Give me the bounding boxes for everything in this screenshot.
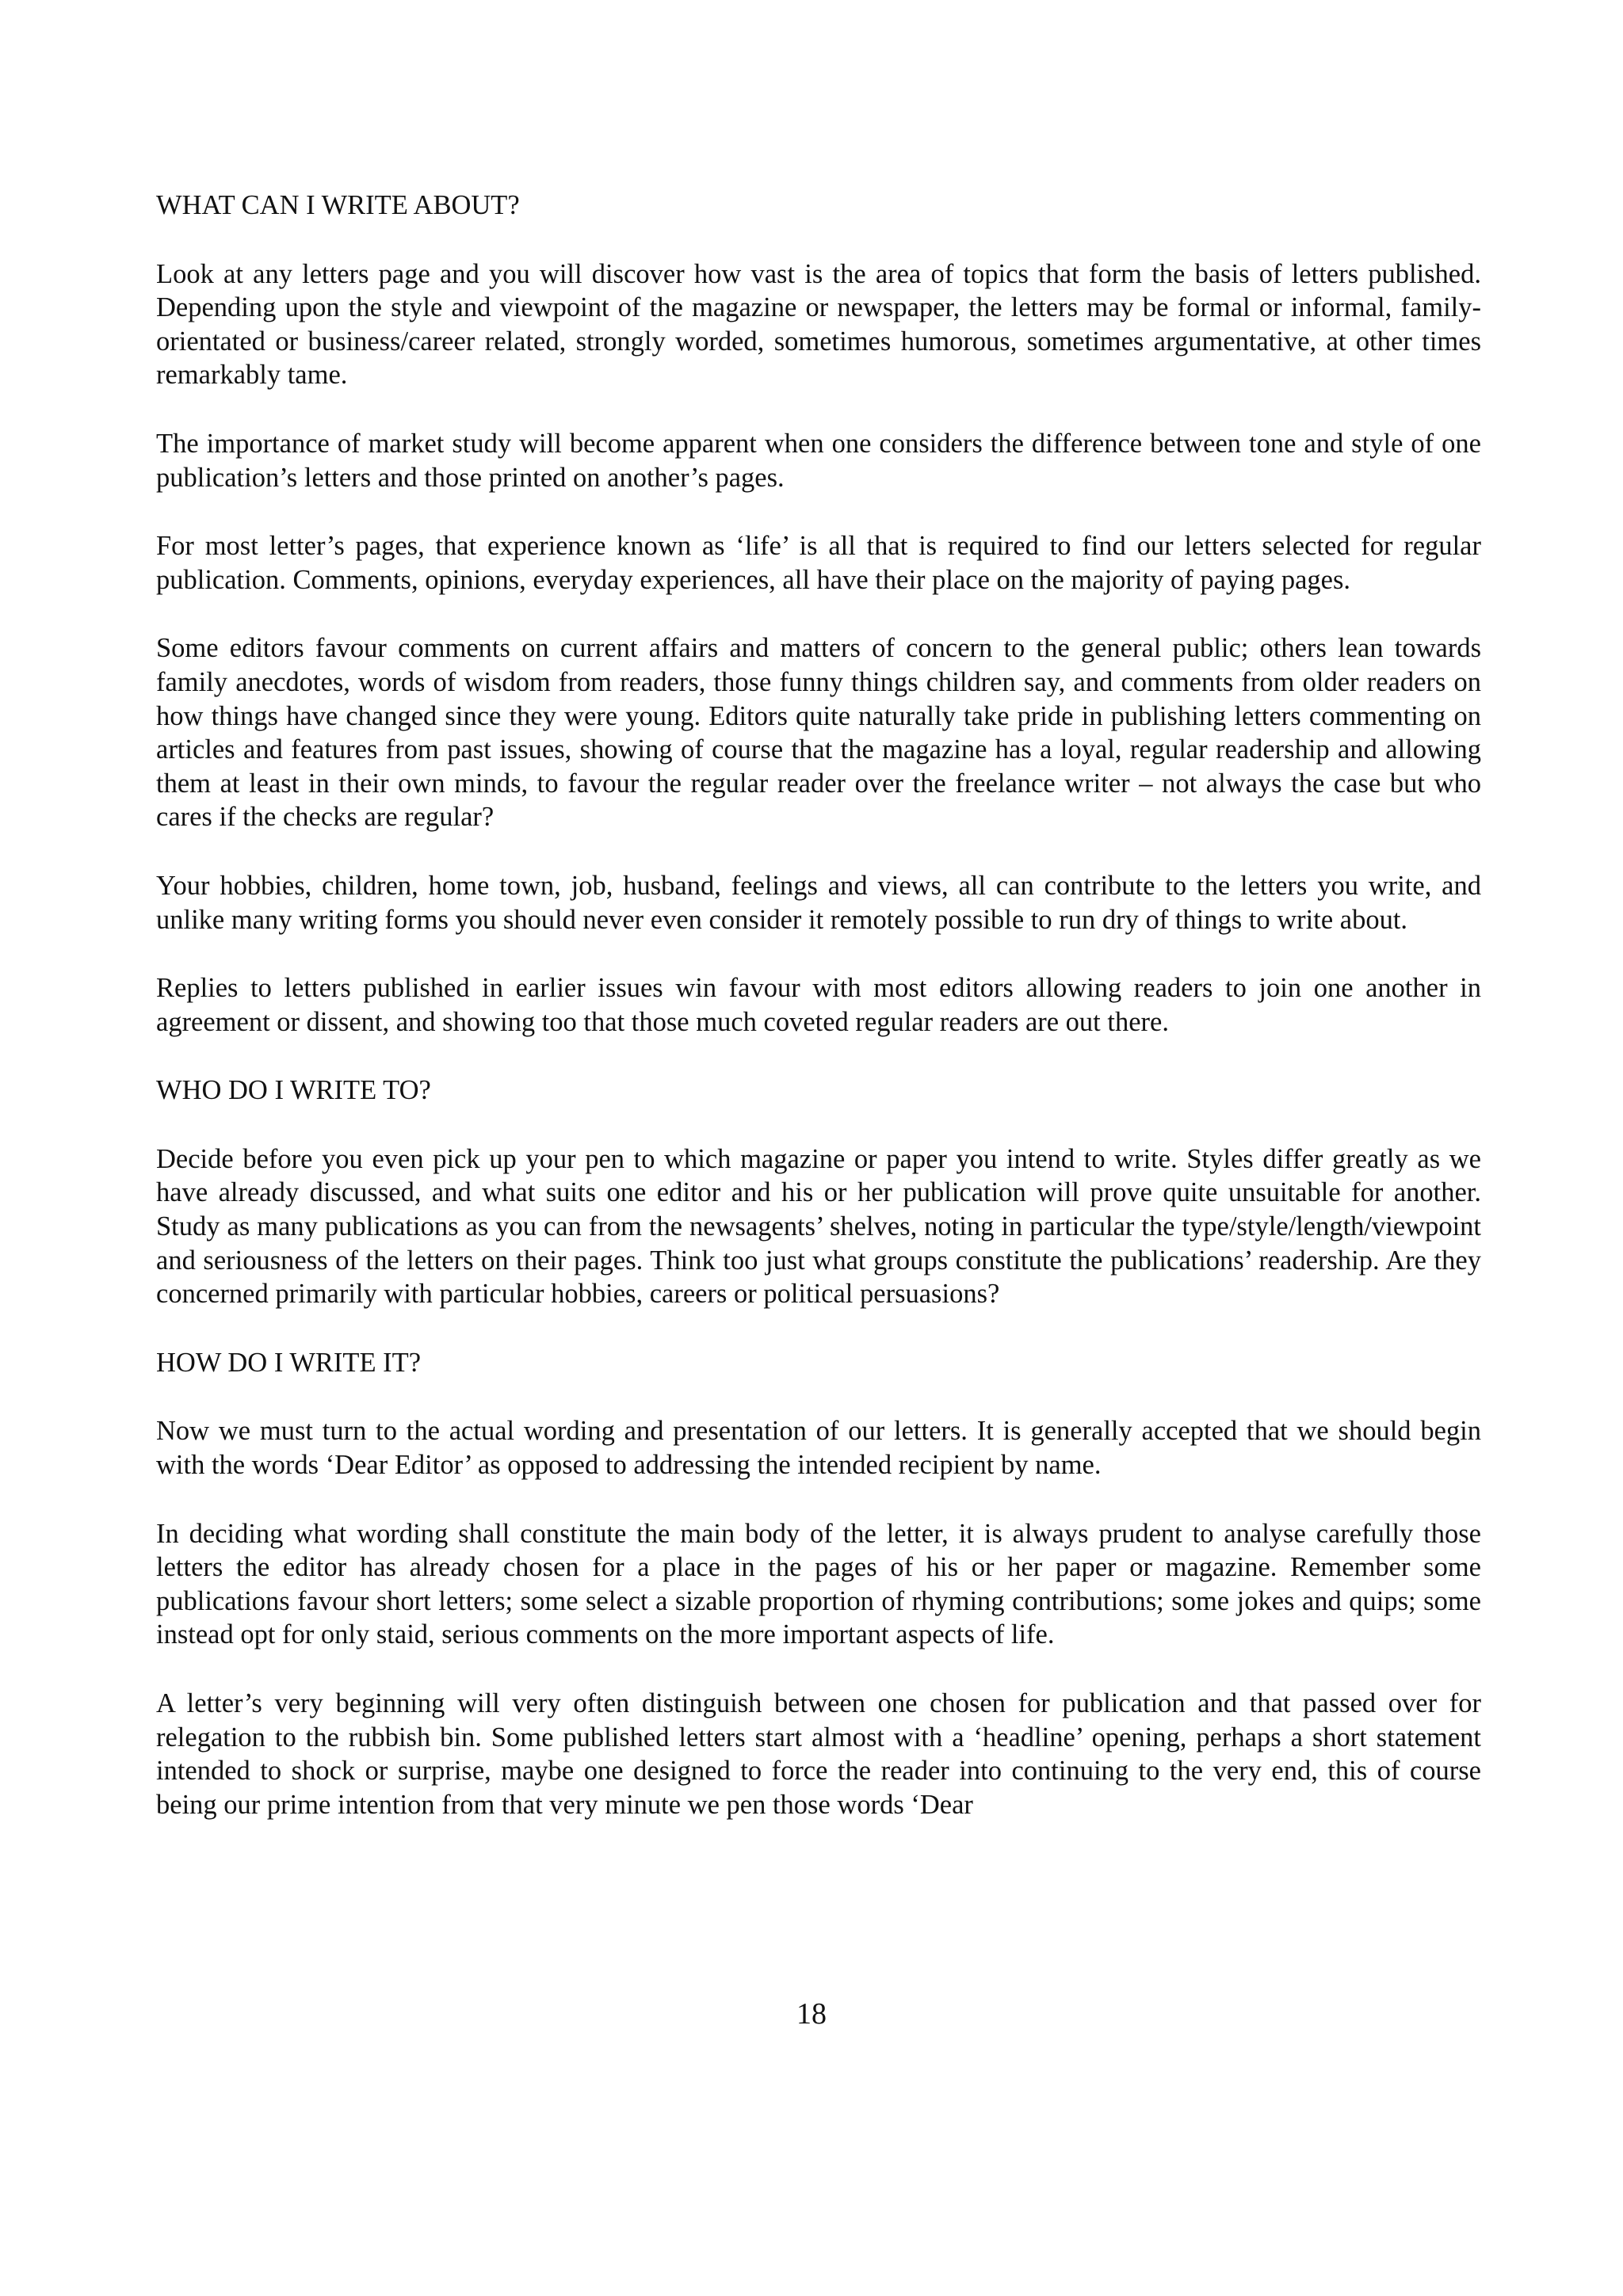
section-heading: WHAT CAN I WRITE ABOUT?	[156, 190, 520, 220]
body-paragraph: Replies to letters published in earlier issues win favour with most editors allowing readers to join one another in agreement or dissent, and showing too that those much coveted regular readers are out there.	[156, 973, 1481, 1037]
section-how-do-i-write-it	[156, 1346, 1481, 1822]
body-paragraph: The importance of market study will become apparent when one considers the difference between tone and style of one publication’s letters and those printed on another’s pages.	[156, 428, 1481, 493]
body-paragraph: Decide before you even pick up your pen to which magazine or paper you intend to write. Styles differ greatly as we have already discussed, and what suits one editor and his or her publication will prove quite unsuitable for another. Study as many publications as you can from the newsagents’ shelves, noting in particular the type/style/length/viewpoint and seriousness of the letters on their pages. Think too just what groups constitute the publications’ readership. Are they concerned primarily with particular hobbies, careers or political persuasions?	[156, 1143, 1481, 1310]
section-heading: WHO DO I WRITE TO?	[156, 1075, 431, 1106]
body-paragraph: Now we must turn to the actual wording and presentation of our letters. It is generally accepted that we should begin with the words ‘Dear Editor’ as opposed to addressing the intended recipient by name.	[156, 1416, 1481, 1481]
document-page	[156, 189, 1481, 1821]
page-number: 18	[796, 1997, 827, 2031]
body-paragraph: In deciding what wording shall constitute the main body of the letter, it is always prudent to analyse carefully those letters the editor has already chosen for a place in the pages of his or her paper or magazine. Remember some publications favour short letters; some select a sizable proportion of rhyming contributions; some jokes and quips; some instead opt for only staid, serious comments on the more important aspects of life.	[156, 1518, 1481, 1650]
body-paragraph: Some editors favour comments on current affairs and matters of concern to the general public; others lean towards family anecdotes, words of wisdom from readers, those funny things children say, and comments from older readers on how things have changed since they were young. Editors quite naturally take pride in publishing letters commenting on articles and features from past issues, showing of course that the magazine has a loyal, regular readership and allowing them at least in their own minds, to favour the regular reader over the freelance writer – not always the case but who cares if the checks are regular?	[156, 633, 1481, 833]
body-paragraph: A letter’s very beginning will very often distinguish between one chosen for publication and that passed over for relegation to the rubbish bin. Some published letters start almost with a ‘headline’ opening, perhaps a short statement intended to shock or surprise, maybe one designed to force the reader into continuing to the very end, this of course being our prime intention from that very minute we pen those words ‘Dear	[156, 1688, 1481, 1820]
section-what-can-i-write-about	[156, 189, 1481, 1039]
section-who-do-i-write-to	[156, 1074, 1481, 1311]
section-heading: HOW DO I WRITE IT?	[156, 1347, 422, 1378]
body-paragraph: For most letter’s pages, that experience known as ‘life’ is all that is required to find our letters selected for regular publication. Comments, opinions, everyday experiences, all have their place on the majority of paying pages.	[156, 531, 1481, 595]
body-paragraph: Look at any letters page and you will discover how vast is the area of topics that form the basis of letters published. Depending upon the style and viewpoint of the magazine or newspaper, the letters may be formal or informal, family-orientated or business/career related, strongly worded, sometimes humorous, sometimes argumentative, at other times remarkably tame.	[156, 258, 1481, 391]
body-paragraph: Your hobbies, children, home town, job, husband, feelings and views, all can contribute to the letters you write, and unlike many writing forms you should never even consider it remotely possible to run dry of things to write about.	[156, 870, 1481, 935]
